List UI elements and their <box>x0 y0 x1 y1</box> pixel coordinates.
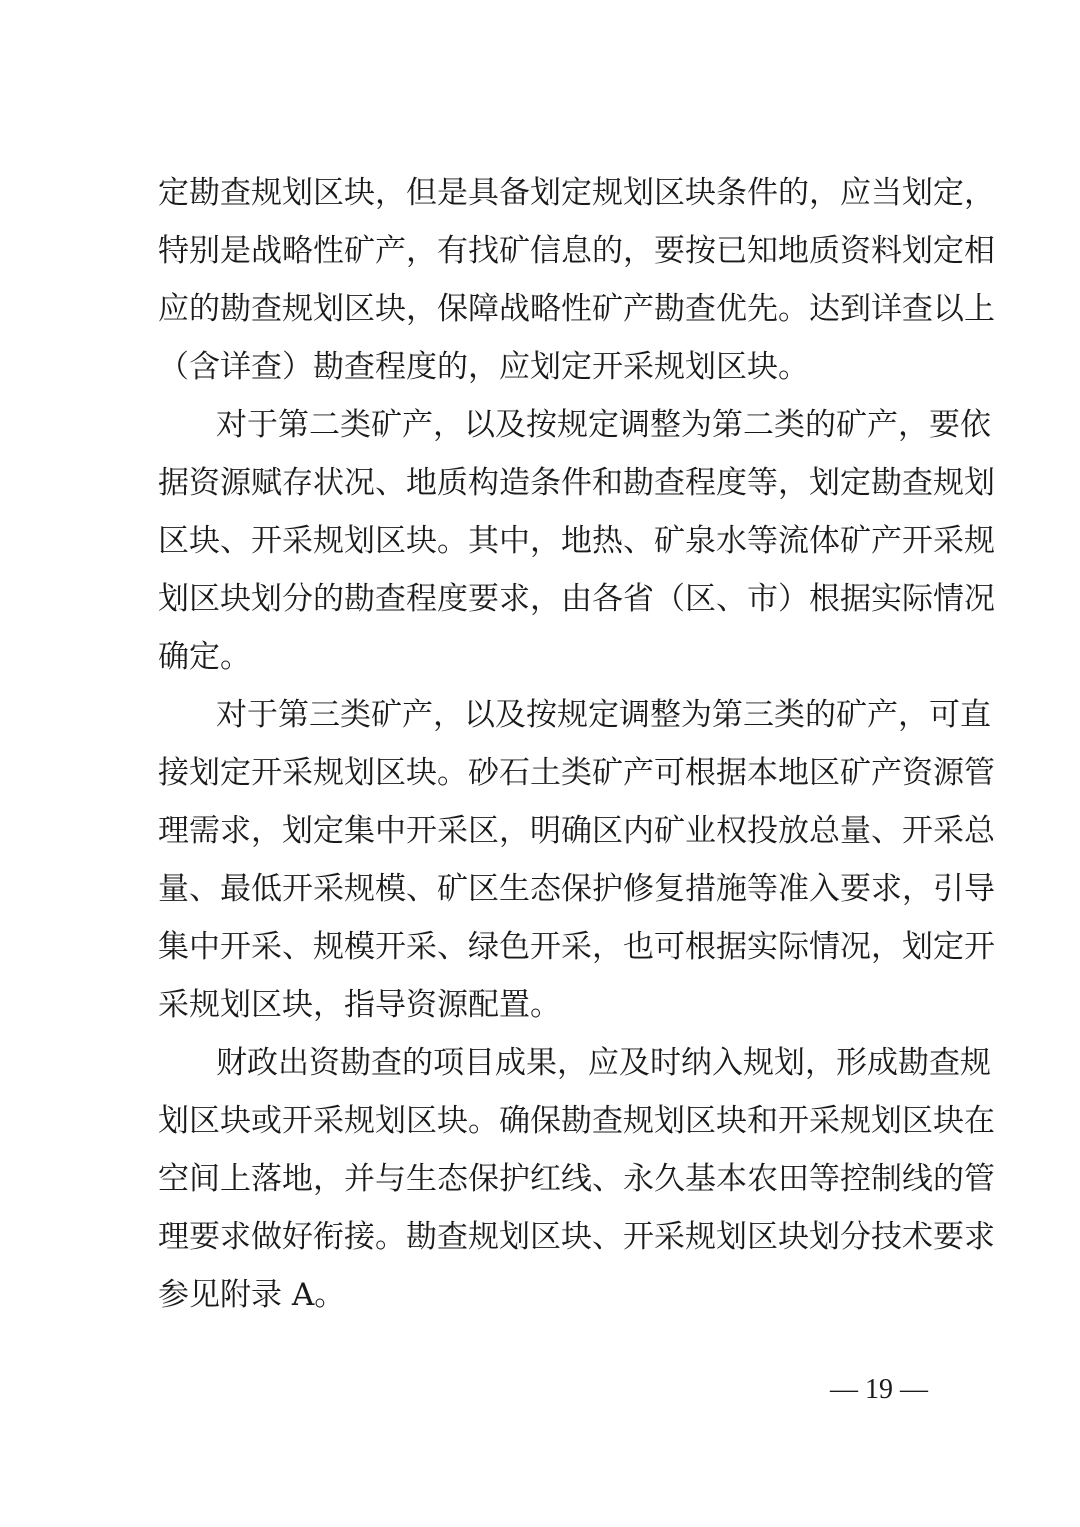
paragraph-4-line-5: 参见附录 A。 <box>158 1277 346 1313</box>
paragraph-4-line-3: 空间上落地，并与生态保护红线、永久基本农田等控制线的管 <box>158 1161 995 1197</box>
paragraph-2-line-1: 对于第二类矿产，以及按规定调整为第二类的矿产，要依 <box>216 407 991 443</box>
paragraph-2-line-5: 确定。 <box>158 639 251 675</box>
paragraph-2-line-3: 区块、开采规划区块。其中，地热、矿泉水等流体矿产开采规 <box>158 523 995 559</box>
paragraph-2-line-4: 划区块划分的勘查程度要求，由各省（区、市）根据实际情况 <box>158 581 995 617</box>
paragraph-1-line-3: 应的勘查规划区块，保障战略性矿产勘查优先。达到详查以上 <box>158 291 995 327</box>
paragraph-1-line-2: 特别是战略性矿产，有找矿信息的，要按已知地质资料划定相 <box>158 233 995 269</box>
paragraph-2-line-2: 据资源赋存状况、地质构造条件和勘查程度等，划定勘查规划 <box>158 465 995 501</box>
paragraph-3-line-6: 采规划区块，指导资源配置。 <box>158 987 561 1023</box>
paragraph-4-line-4: 理要求做好衔接。勘查规划区块、开采规划区块划分技术要求 <box>158 1219 995 1255</box>
paragraph-3-line-4: 量、最低开采规模、矿区生态保护修复措施等准入要求，引导 <box>158 871 995 907</box>
page-number: — 19 — <box>830 1374 928 1405</box>
paragraph-3-line-1: 对于第三类矿产，以及按规定调整为第三类的矿产，可直 <box>216 697 991 733</box>
paragraph-3-line-3: 理需求，划定集中开采区，明确区内矿业权投放总量、开采总 <box>158 813 995 849</box>
paragraph-4-line-1: 财政出资勘查的项目成果，应及时纳入规划，形成勘查规 <box>216 1045 991 1081</box>
paragraph-3-line-5: 集中开采、规模开采、绿色开采，也可根据实际情况，划定开 <box>158 929 995 965</box>
paragraph-4-line-2: 划区块或开采规划区块。确保勘查规划区块和开采规划区块在 <box>158 1103 995 1139</box>
paragraph-3-line-2: 接划定开采规划区块。砂石土类矿产可根据本地区矿产资源管 <box>158 755 995 791</box>
paragraph-1-line-1: 定勘查规划区块，但是具备划定规划区块条件的，应当划定， <box>158 175 995 211</box>
paragraph-1-line-4: （含详查）勘查程度的，应划定开采规划区块。 <box>158 349 809 385</box>
